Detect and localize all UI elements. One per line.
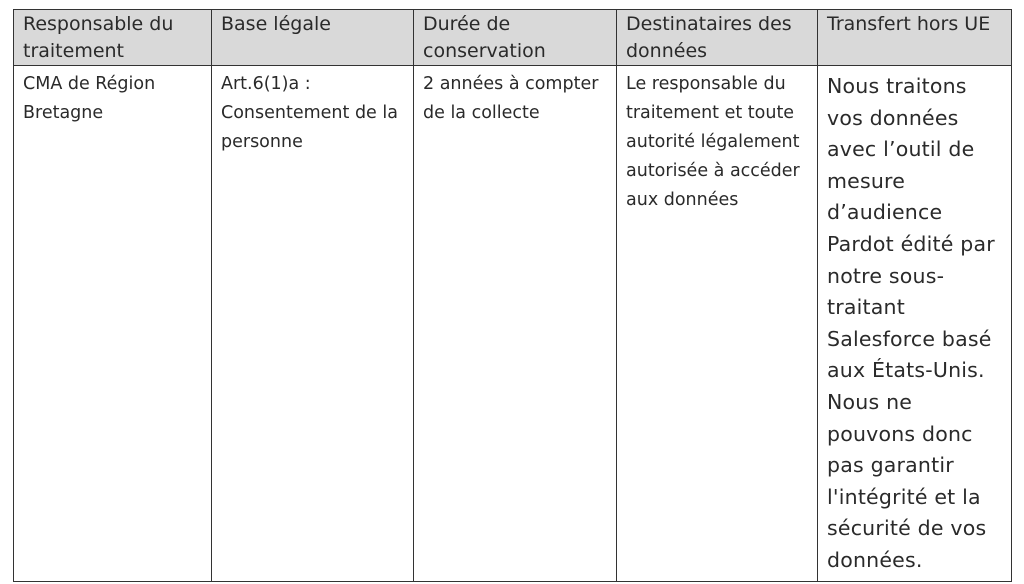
cell-recipients: Le responsable du traitement et toute autorité légalement autorisée à accéder aux données (617, 66, 818, 582)
data-processing-table (13, 9, 1012, 582)
table-header-row (14, 10, 1012, 66)
cell-transfer: Nous traitons vos données avec l’outil de mesure d’audience Pardot édité par notre sous-traitant Salesforce basé aux États-Unis. Nous ne pouvons donc pas garantir l'intégrité et la sécurité de vos données. (818, 66, 1012, 582)
table-row (14, 66, 1012, 582)
header-controller: Responsable du traitement (14, 10, 212, 66)
header-recipients: Destinataires des données (617, 10, 818, 66)
header-transfer: Transfert hors UE (818, 10, 1012, 66)
cell-legal-basis: Art.6(1)a : Consentement de la personne (212, 66, 414, 582)
header-legal-basis: Base légale (212, 10, 414, 66)
header-retention: Durée de conservation (414, 10, 617, 66)
cell-retention: 2 années à compter de la collecte (414, 66, 617, 582)
cell-controller: CMA de Région Bretagne (14, 66, 212, 582)
